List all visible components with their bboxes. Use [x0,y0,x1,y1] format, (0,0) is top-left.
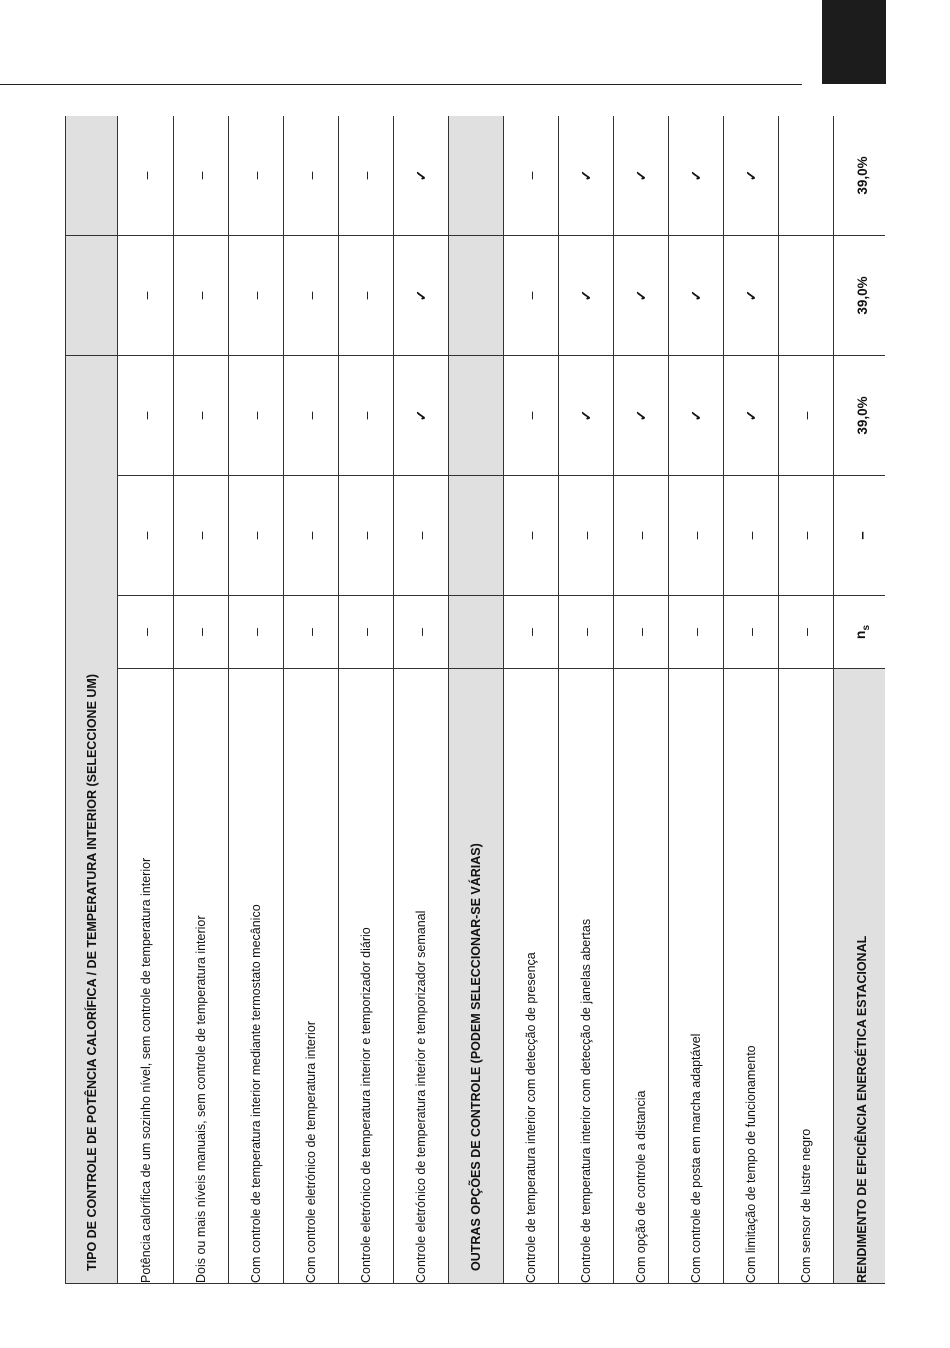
efficiency-unit: – [834,476,886,596]
row-value-cell: – [614,476,669,596]
efficiency-value: 39,0% [834,116,886,236]
section-blank-cell [66,236,118,356]
table-row [669,116,724,1284]
row-label: Com opção de controle a distancia [614,669,669,1284]
row-value-cell [779,116,834,236]
table-row [779,116,834,1284]
rotated-table-content [65,116,885,1284]
check-icon: ✓ [614,236,669,356]
row-label: Com sensor de lustre negro [779,669,834,1284]
row-label: Controle eletrónico de temperatura interior e temporizador semanal [394,669,449,1284]
row-label: Dois ou mais níveis manuais, sem controle de temperatura interior [174,669,229,1284]
check-icon: ✓ [394,116,449,236]
row-value-cell: – [118,116,174,236]
row-value-cell: – [669,476,724,596]
row-label: Controle de temperatura interior com detecção de presença [504,669,559,1284]
table-row [559,116,614,1284]
row-label: Controle de temperatura interior com detecção de janelas abertas [559,669,614,1284]
table-row [284,116,339,1284]
row-unit-cell: – [504,596,559,669]
check-icon: ✓ [669,236,724,356]
row-value-cell: – [229,116,284,236]
section-header-power-control [66,116,118,1284]
row-unit-cell: – [669,596,724,669]
section-title: OUTRAS OPÇÕES DE CONTROLE (PODEM SELECCIONAR-SE VÁRIAS) [449,669,504,1284]
check-icon: ✓ [559,116,614,236]
row-value-cell: – [174,116,229,236]
check-icon: ✓ [394,236,449,356]
row-value-cell [779,236,834,356]
row-value-cell: – [284,116,339,236]
efficiency-row [834,116,886,1284]
row-value-cell: – [394,476,449,596]
efficiency-symbol [834,596,886,669]
table-row [339,116,394,1284]
check-icon: ✓ [724,356,779,476]
header-rule [0,84,802,85]
row-value-cell: – [118,236,174,356]
section-blank-cell [66,116,118,236]
table-row [394,116,449,1284]
check-icon: ✓ [724,236,779,356]
row-value-cell: – [504,476,559,596]
row-value-cell: – [284,236,339,356]
row-value-cell: – [174,356,229,476]
row-value-cell: – [504,356,559,476]
rotated-table-frame [65,116,885,1284]
row-unit-cell: – [559,596,614,669]
row-value-cell: – [779,356,834,476]
check-icon: ✓ [559,236,614,356]
table-row [724,116,779,1284]
section-blank-cell [449,596,504,669]
row-value-cell: – [504,116,559,236]
row-unit-cell: – [229,596,284,669]
control-specification-table [65,116,885,1284]
row-label: Com controle eletrónico de temperatura interior [284,669,339,1284]
section-blank-cell [449,116,504,236]
table-row [614,116,669,1284]
row-unit-cell: – [118,596,174,669]
check-icon: ✓ [559,356,614,476]
row-value-cell: – [724,476,779,596]
row-value-cell: – [284,476,339,596]
table-row [118,116,174,1284]
efficiency-label: RENDIMENTO DE EFICIÊNCIA ENERGÉTICA ESTACIONAL [834,669,886,1284]
row-unit-cell: – [779,596,834,669]
check-icon: ✓ [394,356,449,476]
section-blank-cell [449,356,504,476]
table-row [174,116,229,1284]
section-title: TIPO DE CONTROLE DE POTÊNCIA CALORÍFICA / DE TEMPERATURA INTERIOR (SELECCIONE UM) [66,356,118,1284]
row-value-cell: – [174,476,229,596]
row-unit-cell: – [614,596,669,669]
row-value-cell: – [284,356,339,476]
row-value-cell: – [779,476,834,596]
row-label: Com controle de temperatura interior mediante termostato mecânico [229,669,284,1284]
page-corner-tab [822,0,886,84]
row-value-cell: – [339,236,394,356]
check-icon: ✓ [669,356,724,476]
row-unit-cell: – [724,596,779,669]
row-value-cell: – [229,476,284,596]
table-row [229,116,284,1284]
section-blank-cell [449,476,504,596]
row-value-cell: – [118,356,174,476]
row-value-cell: – [504,236,559,356]
row-unit-cell: – [174,596,229,669]
row-label: Com controle de posta em marcha adaptável [669,669,724,1284]
check-icon: ✓ [669,116,724,236]
row-value-cell: – [339,116,394,236]
row-label: Potência calorífica de um sozinho nível, sem controle de temperatura interior [118,669,174,1284]
check-icon: ✓ [614,116,669,236]
row-label: Controle eletrónico de temperatura interior e temporizador diário [339,669,394,1284]
row-value-cell: – [229,356,284,476]
row-value-cell: – [229,236,284,356]
efficiency-symbol-sub: s [860,624,872,631]
row-value-cell: – [339,356,394,476]
row-value-cell: – [559,476,614,596]
row-value-cell: – [339,476,394,596]
table-row [504,116,559,1284]
efficiency-value: 39,0% [834,356,886,476]
section-header-other-options [449,116,504,1284]
row-value-cell: – [118,476,174,596]
check-icon: ✓ [724,116,779,236]
section-blank-cell [449,236,504,356]
efficiency-symbol-main: n [852,630,869,640]
efficiency-value: 39,0% [834,236,886,356]
row-unit-cell: – [394,596,449,669]
row-unit-cell: – [284,596,339,669]
row-label: Com limitação de tempo de funcionamento [724,669,779,1284]
check-icon: ✓ [614,356,669,476]
row-value-cell: – [174,236,229,356]
row-unit-cell: – [339,596,394,669]
